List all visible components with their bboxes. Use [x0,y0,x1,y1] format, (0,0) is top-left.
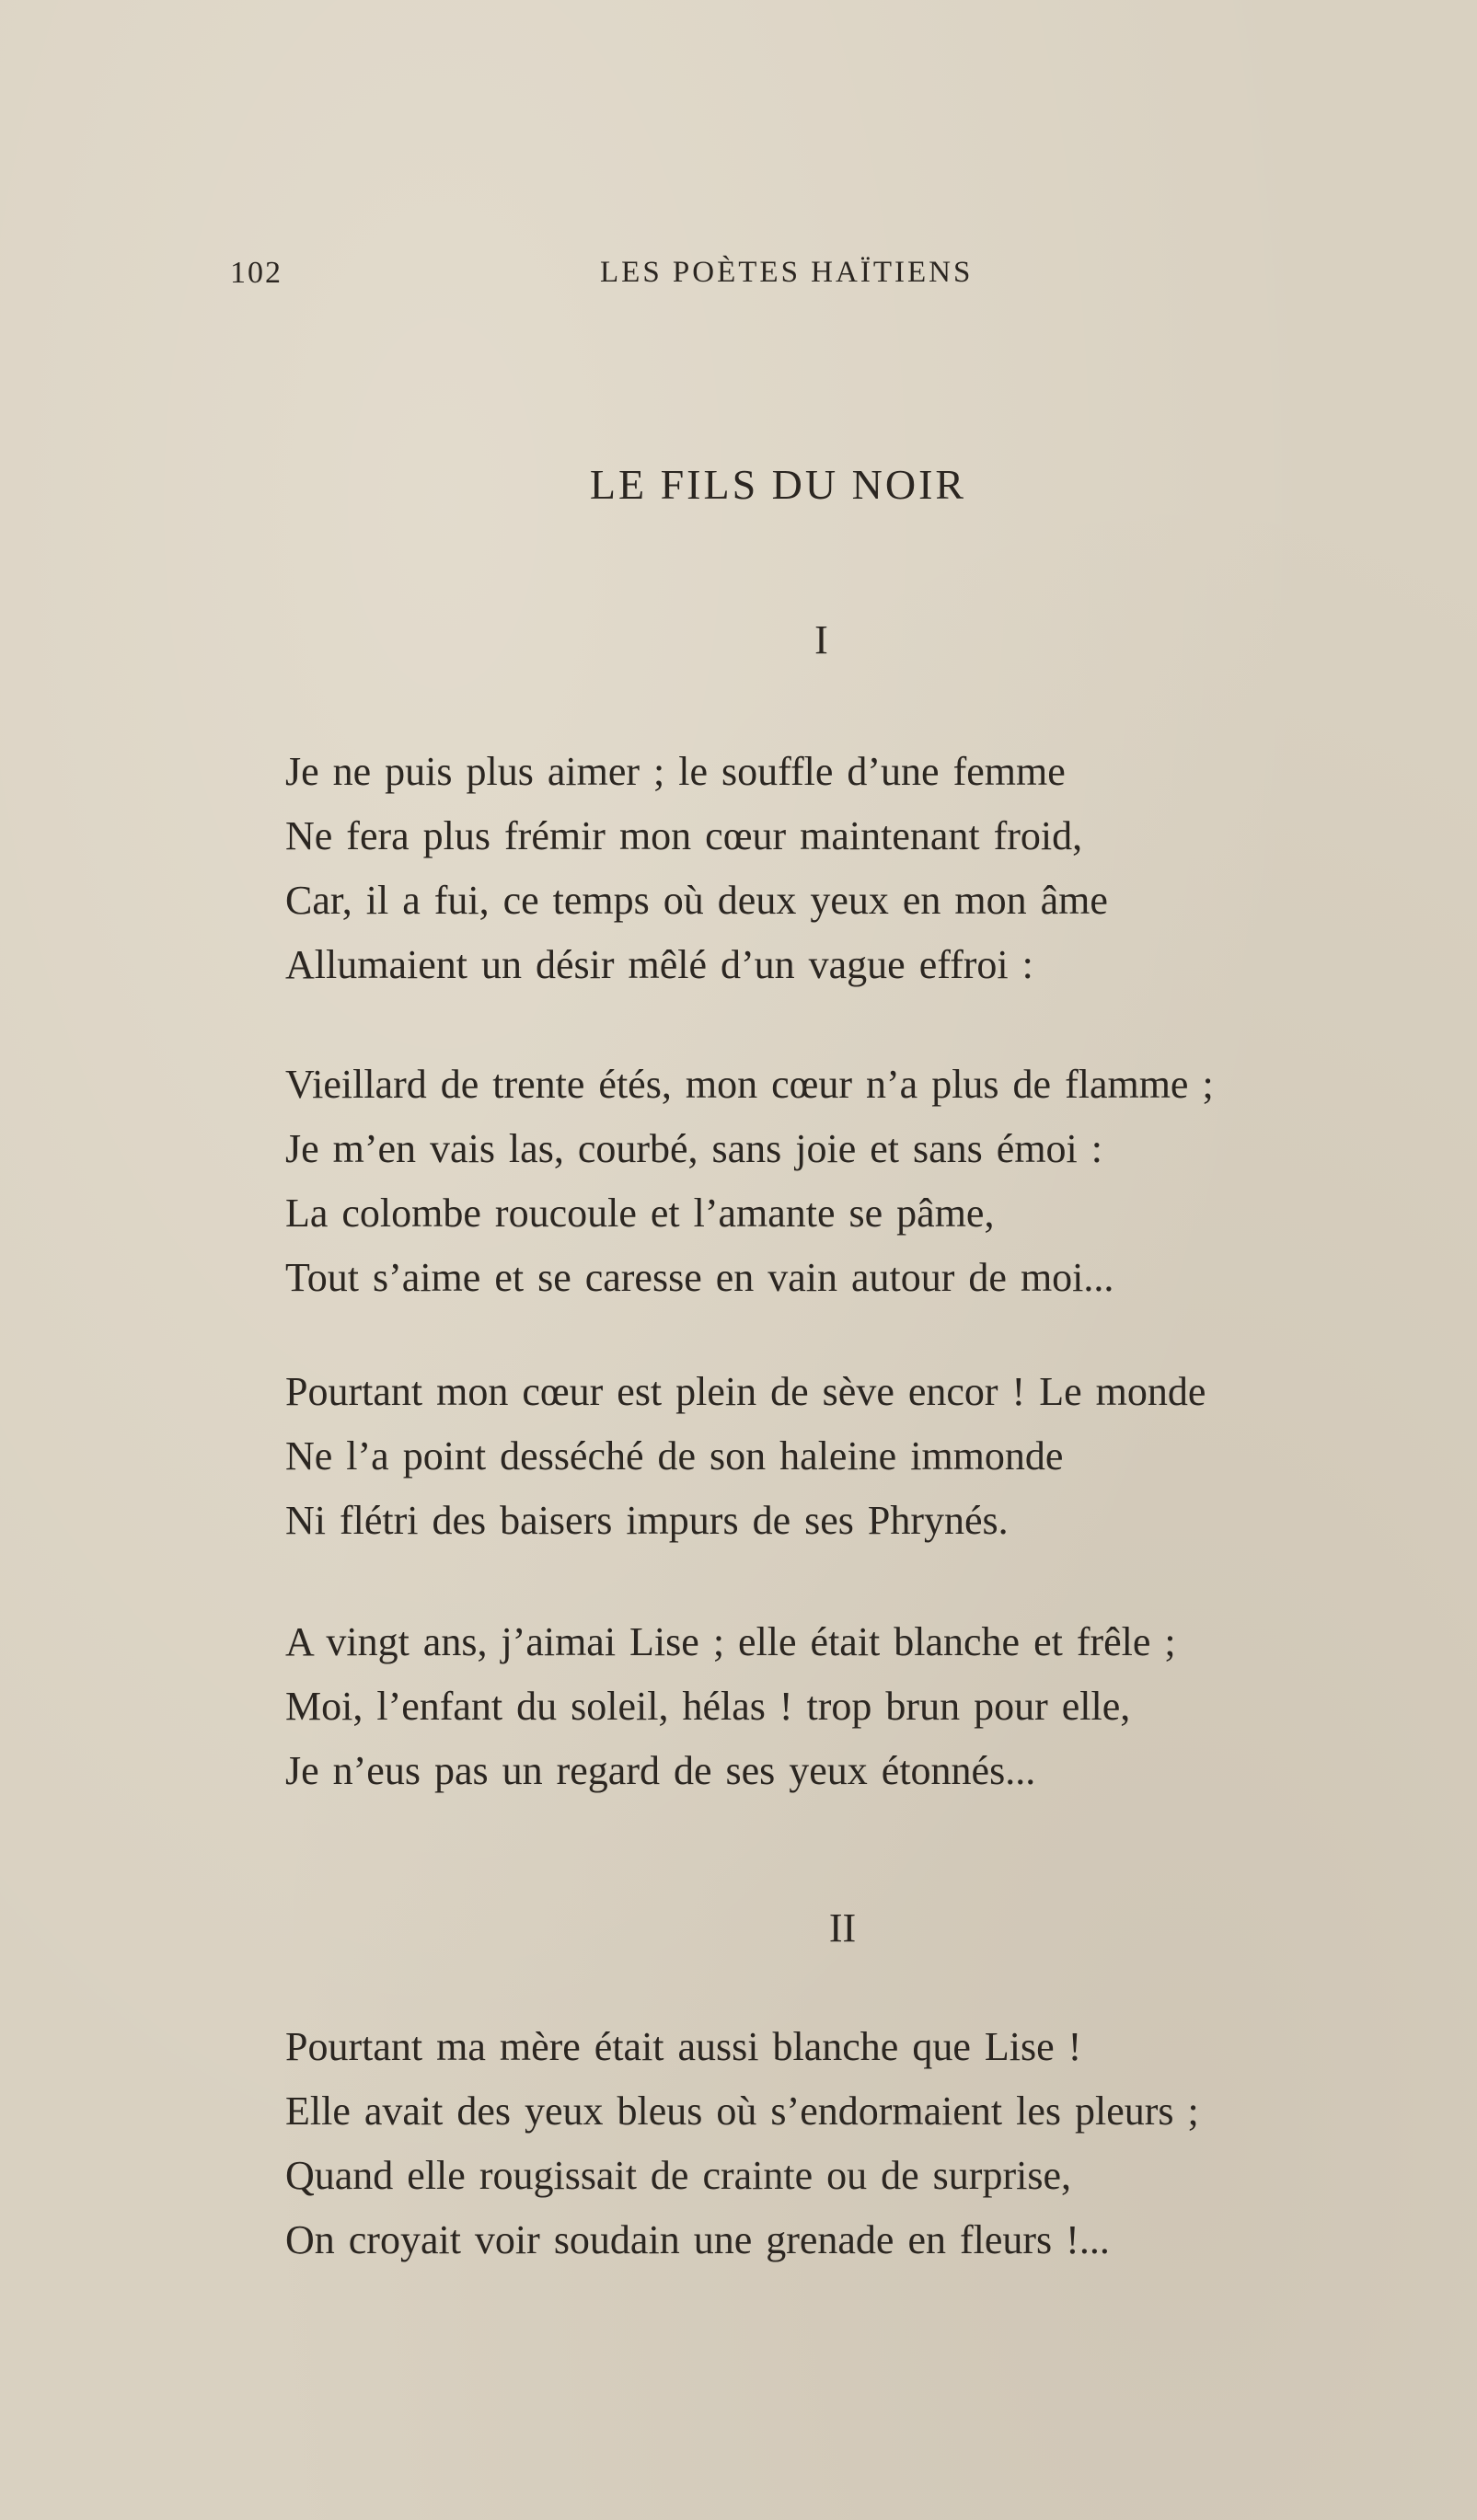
verse-line: Tout s’aime et se caresse en vain autour de moi... [285,1255,1114,1300]
verse-line: Allumaient un désir mêlé d’un vague effroi : [285,942,1033,987]
section-number: I [814,617,828,662]
poem-title: LE FILS DU NOIR [589,461,967,508]
verse-line: On croyait voir soudain une grenade en fleurs !... [285,2217,1110,2262]
running-head-title: LES POÈTES HAÏTIENS [600,256,974,289]
verse-line: Ni flétri des baisers impurs de ses Phrynés. [285,1498,1009,1543]
verse-line: Je m’en vais las, courbé, sans joie et sans émoi : [285,1126,1103,1171]
verse-line: Ne l’a point desséché de son haleine immonde [285,1433,1064,1479]
stanza [285,1610,1426,1803]
verse-line: Vieillard de trente étés, mon cœur n’a plus de flamme ; [285,1062,1214,1107]
stanza [285,1360,1426,1553]
verse-line: Je n’eus pas un regard de ses yeux étonnés... [285,1748,1036,1793]
stanza [285,740,1426,997]
page-number: 102 [230,256,283,290]
stanza [285,1053,1426,1310]
verse-line: Quand elle rougissait de crainte ou de surprise, [285,2153,1071,2198]
verse-line: Ne fera plus frémir mon cœur maintenant froid, [285,813,1083,858]
verse-line: Pourtant mon cœur est plein de sève encor ! Le monde [285,1369,1206,1414]
stanza [285,2015,1426,2273]
section-number: II [828,1905,857,1950]
verse-line: La colombe roucoule et l’amante se pâme, [285,1191,995,1236]
verse-line: Elle avait des yeux bleus où s’endormaient les pleurs ; [285,2088,1199,2134]
verse-line: Je ne puis plus aimer ; le souffle d’une femme [285,749,1066,794]
verse-line: A vingt ans, j’aimai Lise ; elle était blanche et frêle ; [285,1619,1176,1664]
running-head [0,256,1477,298]
verse-line: Car, il a fui, ce temps où deux yeux en mon âme [285,878,1108,923]
verse-line: Pourtant ma mère était aussi blanche que Lise ! [285,2024,1082,2069]
verse-line: Moi, l’enfant du soleil, hélas ! trop brun pour elle, [285,1684,1131,1729]
